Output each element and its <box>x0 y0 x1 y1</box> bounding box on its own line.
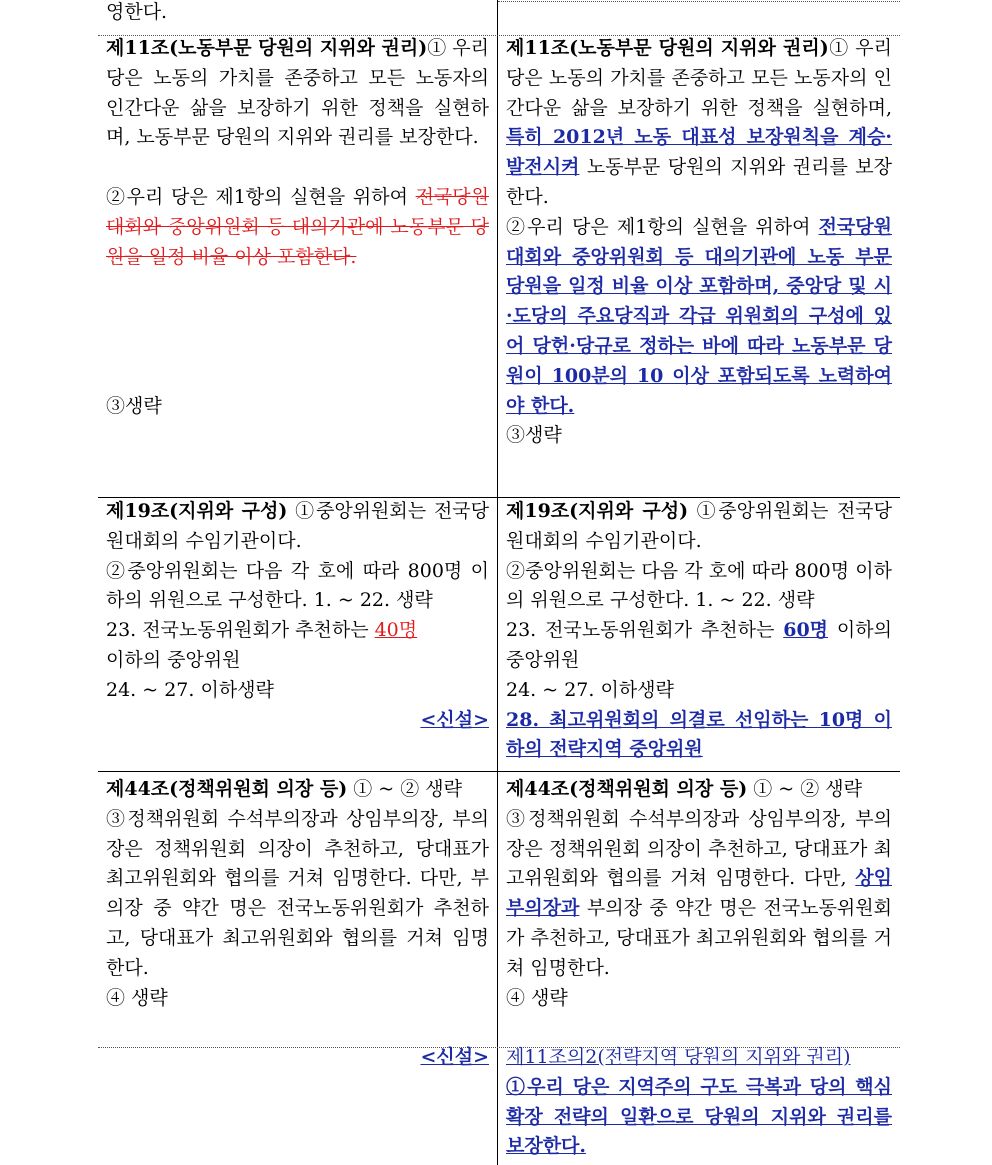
article11-current-p2: ②우리 당은 제1항의 실현을 위하여 전국당원대회와 중앙위원회 등 대의기관에 노동부문 당원을 일정 비율 이상 포함한다. <box>106 185 489 268</box>
inserted-text: 특히 2012년 노동 대표성 보장원칙을 계승·발전시켜 <box>506 126 892 179</box>
article19-revised-p1: 제19조(지위와 구성) ①중앙위원회는 전국당원대회의 수임기관이다. <box>506 500 893 552</box>
article44-current-p4: ④ 생략 <box>106 986 168 1009</box>
article19-current-title: 제19조(지위와 구성) <box>106 500 288 522</box>
article19-revised-p4: 24. ~ 27. 이하생략 <box>506 678 674 701</box>
article11-revised <box>498 34 900 451</box>
article11-2-current <box>98 1043 497 1073</box>
article11-revised-p1: 제11조(노동부문 당원의 지위와 권리)① 우리 당은 노동의 가치를 존중하고 모든 노동자의 인간다운 삶을 보장하기 위한 정책을 실현하며, 특히 2012년 노동 대표성 보장원칙을 계승·발전시켜 노동부문 당원의 지위와 권리를 보장 한다. <box>506 37 892 208</box>
deleted-text: 전국당원대회와 중앙위원회 등 대의기관에 노동부문 당원을 일정 비율 이상 포함한다. <box>106 185 489 268</box>
article19-revised-p3: 23. 전국노동위원회가 추천하는 60명 이하의 중앙위원 <box>506 619 892 671</box>
prev-article-tail-left <box>98 0 497 28</box>
article11-2-revised <box>498 1043 900 1162</box>
deleted-text: 40명 <box>374 619 418 642</box>
article44-revised-p1: 제44조(정책위원회 의장 등) ① ~ ② 생략 <box>506 778 862 800</box>
article44-revised-title: 제44조(정책위원회 의장 등) <box>506 778 748 800</box>
article11-current-p3: ③생략 <box>106 394 162 417</box>
article19-current-p2: ②중앙위원회는 다음 각 호에 따라 800명 이하의 위원으로 구성한다. 1. ~ 22. 생략 <box>106 559 489 612</box>
inserted-text: 상임부의장과 <box>506 867 892 920</box>
article11-revised-p3: ③생략 <box>506 424 562 447</box>
article44-revised-p4: ④ 생략 <box>506 986 568 1009</box>
article44-current <box>98 775 497 1013</box>
article19-revised-p5: 28. 최고위원회의 의결로 선임하는 10명 이하의 전략지역 중앙위원 <box>506 708 892 761</box>
inserted-text: 전국당원대회와 중앙위원회 등 대의기관에 노동 부문 당원을 일정 비율 이상 포함하며, 중앙당 및 시·도당의 주요당직과 각급 위원회의 구성에 있어 당헌·당규로 정하는 바에 따라 노동부문 당원이 100분의 10 이상 포함되도록 노력하여야 한다. <box>506 215 892 417</box>
article11-current-title: 제11조(노동부문 당원의 지위와 권리) <box>106 37 428 59</box>
new-provision-tag: <신설> <box>420 708 489 731</box>
article11-revised-p2: ②우리 당은 제1항의 실현을 위하여 전국당원대회와 중앙위원회 등 대의기관에 노동 부문 당원을 일정 비율 이상 포함하며, 중앙당 및 시·도당의 주요당직과 각급 위원회의 구성에 있어 당헌·당규로 정하는 바에 따라 노동부문 당원이 100분의 10 이상 포함되도록 노력하여야 한다. <box>506 215 892 417</box>
article19-current <box>98 497 497 735</box>
prev-article-tail-text: 영한다. <box>106 1 168 23</box>
article19-current-p3: 23. 전국노동위원회가 추천하는 40명 이하의 중앙위원 <box>106 619 418 671</box>
article19-revised-title: 제19조(지위와 구성) <box>506 500 689 522</box>
article11-revised-title: 제11조(노동부문 당원의 지위와 권리) <box>506 37 829 59</box>
article44-current-title: 제44조(정책위원회 의장 등) <box>106 778 348 800</box>
article19-current-p4: 24. ~ 27. 이하생략 <box>106 678 274 701</box>
comparison-table <box>98 0 900 1165</box>
article11-2-revised-title: 제11조의2(전략지역 당원의 지위와 권리) <box>506 1046 851 1068</box>
row-separator-top <box>498 1 900 2</box>
article44-current-p1: 제44조(정책위원회 의장 등) ① ~ ② 생략 <box>106 778 462 800</box>
article11-current <box>98 34 497 421</box>
article44-revised-p3: ③정책위원회 수석부의장과 상임부의장, 부의장은 정책위원회 의장이 추천하고, 당대표가 최고위원회와 협의를 거쳐 임명한다. 다만, 상임부의장과 부의장 중 약간 명은 전국노동위원회가 추천하고, 당대표가 최고위원회와 협의를 거쳐 임명한다. <box>506 807 892 979</box>
article19-revised-p2: ②중앙위원회는 다음 각 호에 따라 800명 이하의 위원으로 구성한다. 1. ~ 22. 생략 <box>506 559 892 612</box>
article44-current-p3: ③정책위원회 수석부의장과 상임부의장, 부의장은 정책위원회 의장이 추천하고, 당대표가 최고위원회와 협의를 거쳐 임명한다. 다만, 부의장 중 약간 명은 전국노동위원회가 추천하고, 당대표가 최고위원회와 협의를 거쳐 임명한다. <box>106 807 489 979</box>
article19-revised <box>498 497 900 765</box>
article44-revised <box>498 775 900 1013</box>
new-provision-tag: <신설> <box>420 1046 489 1068</box>
article11-2-revised-p1: ①우리 당은 지역주의 구도 극복과 당의 핵심 확장 전략의 일환으로 당원의 지위와 권리를 보장한다. <box>506 1075 892 1158</box>
article11-current-p1: 제11조(노동부문 당원의 지위와 권리)① 우리 당은 노동의 가치를 존중하고 모든 노동자의 인간다운 삶을 보장하기 위한 정책을 실현하며, 노동부문 당원의 지위와 권리를 보장한다. <box>106 37 489 149</box>
row-separator-3 <box>98 771 900 772</box>
article19-current-p1: 제19조(지위와 구성) ①중앙위원회는 전국당원대회의 수임기관이다. <box>106 500 490 552</box>
inserted-text: 60명 <box>783 619 829 642</box>
